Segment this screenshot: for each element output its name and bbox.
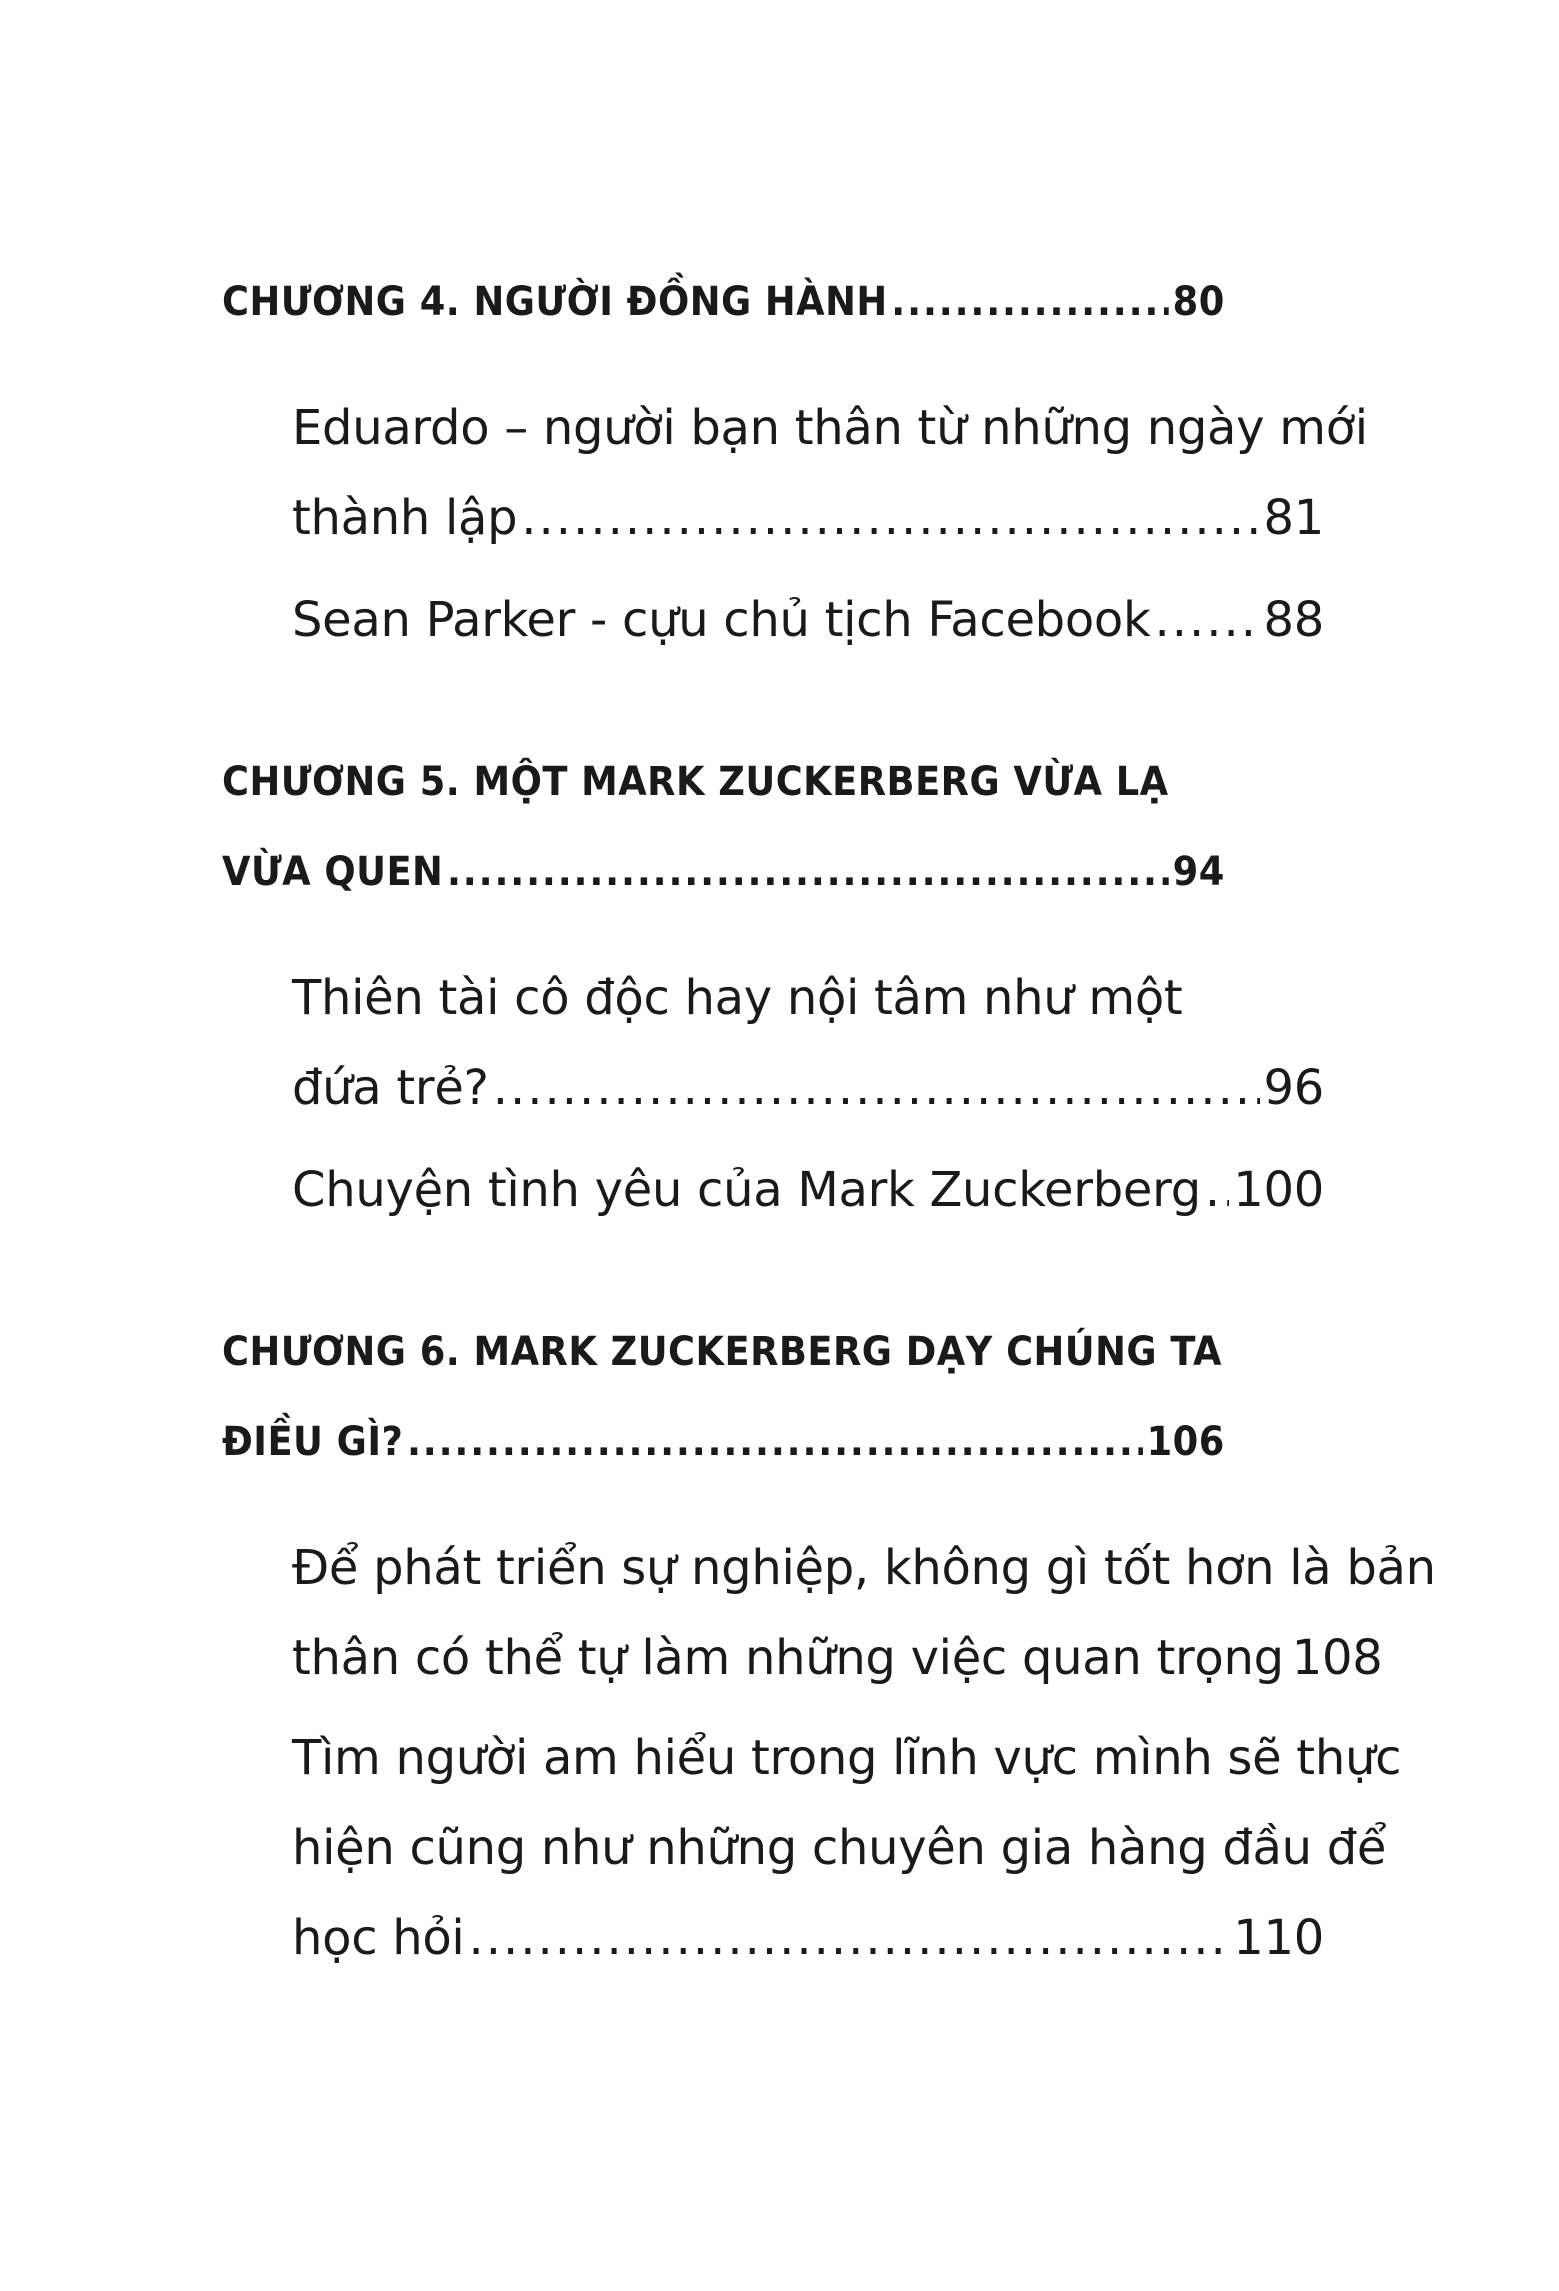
dot-leader <box>521 483 1259 553</box>
section-title: Tìm người am hiểu trong lĩnh vực mình sẽ thực <box>292 1730 1402 1786</box>
section-thien-tai-line1[interactable] <box>292 963 1324 1033</box>
dot-leader <box>468 1903 1229 1973</box>
chapter-title: ĐIỀU GÌ? <box>222 1419 404 1465</box>
section-title: Sean Parker - cựu chủ tịch Facebook <box>292 592 1151 648</box>
dot-leader <box>407 1412 1143 1472</box>
section-title: hiện cũng như những chuyên gia hàng đầu để <box>292 1820 1387 1876</box>
page-number: 94 <box>1172 849 1225 895</box>
section-title: thành lập <box>292 490 518 546</box>
chapter-title: CHƯƠNG 4. NGƯỜI ĐỒNG HÀNH <box>222 279 888 325</box>
section-phat-trien-line1[interactable] <box>292 1533 1436 1603</box>
chapter-5-heading-line2[interactable] <box>222 842 1225 902</box>
dot-leader <box>891 272 1169 332</box>
chapter-title: CHƯƠNG 6. MARK ZUCKERBERG DẠY CHÚNG TA <box>222 1329 1222 1375</box>
chapter-6-heading-line1[interactable] <box>222 1322 1225 1382</box>
section-title: Để phát triển sự nghiệp, không gì tốt hơn là bản <box>292 1540 1436 1596</box>
page-number: 110 <box>1233 1910 1324 1966</box>
dot-leader <box>493 1053 1260 1123</box>
section-title: đứa trẻ? <box>292 1060 489 1116</box>
section-sean-parker[interactable] <box>292 585 1324 655</box>
section-title: Thiên tài cô độc hay nội tâm như một <box>292 970 1183 1026</box>
section-title: học hỏi <box>292 1910 465 1966</box>
page-number: 100 <box>1233 1162 1324 1218</box>
section-title: Chuyện tình yêu của Mark Zuckerberg <box>292 1162 1201 1218</box>
chapter-5-heading-line1[interactable] <box>222 752 1225 812</box>
section-title: Eduardo – người bạn thân từ những ngày mới <box>292 400 1368 456</box>
section-tim-nguoi-line2[interactable] <box>292 1813 1387 1883</box>
section-title: thân có thể tự làm những việc quan trọng <box>292 1630 1284 1686</box>
dot-leader <box>447 842 1169 902</box>
section-eduardo-line2[interactable] <box>292 483 1324 553</box>
section-chuyen-tinh-yeu[interactable] <box>292 1155 1324 1225</box>
page-number: 80 <box>1172 279 1225 325</box>
section-thien-tai-line2[interactable] <box>292 1053 1324 1123</box>
dot-leader <box>1205 1155 1229 1225</box>
section-phat-trien-line2[interactable] <box>292 1623 1383 1693</box>
page-number: 88 <box>1263 592 1324 648</box>
chapter-6-heading-line2[interactable] <box>222 1412 1225 1472</box>
section-tim-nguoi-line3[interactable] <box>292 1903 1324 1973</box>
page-number: 106 <box>1146 1419 1225 1465</box>
page-number: 96 <box>1263 1060 1324 1116</box>
section-tim-nguoi-line1[interactable] <box>292 1723 1402 1793</box>
section-eduardo-line1[interactable] <box>292 393 1368 463</box>
chapter-title: CHƯƠNG 5. MỘT MARK ZUCKERBERG VỪA LẠ <box>222 759 1169 805</box>
chapter-4-heading[interactable] <box>222 272 1225 332</box>
page-number: 108 <box>1291 1630 1383 1686</box>
dot-leader <box>1154 585 1259 655</box>
page-number: 81 <box>1263 490 1324 546</box>
chapter-title: VỪA QUEN <box>222 849 444 895</box>
